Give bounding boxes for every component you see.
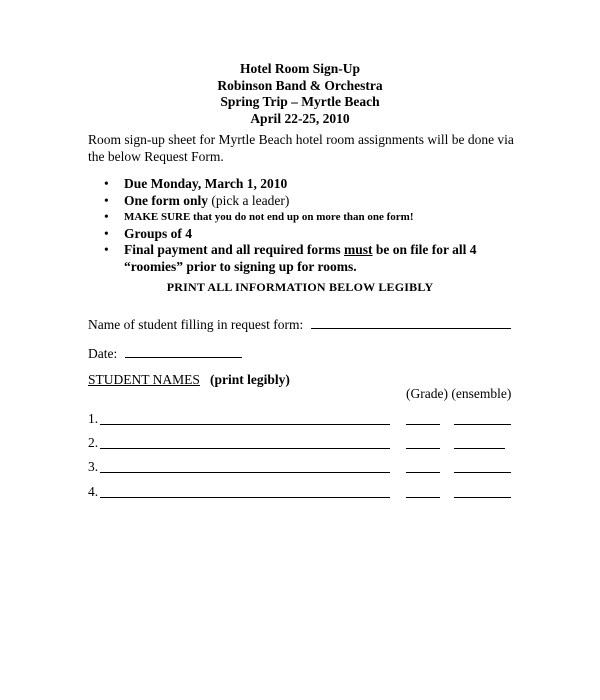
header-trip: Spring Trip – Myrtle Beach xyxy=(220,94,380,109)
requirements-list xyxy=(104,176,524,275)
date-label: Date: xyxy=(88,346,118,361)
column-headers xyxy=(406,386,511,402)
name-line[interactable] xyxy=(100,472,390,473)
grade-column-header: (Grade) xyxy=(406,386,448,401)
date-field xyxy=(88,345,242,362)
print-instruction-heading: PRINT ALL INFORMATION BELOW LEGIBLY xyxy=(166,280,434,294)
grade-line[interactable] xyxy=(406,448,440,449)
row-number: 1. xyxy=(88,411,99,426)
print-legibly-note: (print legibly) xyxy=(210,372,290,387)
name-line[interactable] xyxy=(100,448,390,449)
name-line[interactable] xyxy=(100,424,390,425)
table-row xyxy=(88,484,518,502)
bullet-icon: • xyxy=(104,242,109,257)
header-organization: Robinson Band & Orchestra xyxy=(217,77,383,93)
list-item xyxy=(104,209,524,226)
form-header xyxy=(0,61,600,127)
bullet-icon: • xyxy=(104,209,109,224)
row-number: 2. xyxy=(88,435,99,450)
student-names-title: STUDENT NAMES xyxy=(88,372,200,387)
grade-line[interactable] xyxy=(406,424,440,425)
must-text: must xyxy=(344,242,373,257)
grade-line[interactable] xyxy=(406,497,440,498)
table-row xyxy=(88,459,518,477)
student-name-line[interactable] xyxy=(311,316,511,329)
table-row xyxy=(88,411,518,429)
row-number: 4. xyxy=(88,484,99,499)
ensemble-line[interactable] xyxy=(454,497,511,498)
list-item xyxy=(104,242,524,275)
final-payment-rest-text: be on file for all 4 “roomies” prior to signing up for rooms. xyxy=(124,242,477,274)
header-title: Hotel Room Sign-Up xyxy=(239,61,360,76)
bullet-icon: • xyxy=(104,192,109,208)
pick-leader-text: (pick a leader) xyxy=(211,192,290,208)
intro-paragraph: Room sign-up sheet for Myrtle Beach hotel room assignments will be done via the below Request Form. xyxy=(88,132,514,164)
student-name-label: Name of student filling in request form: xyxy=(88,317,304,332)
groups-text: Groups of 4 xyxy=(124,225,193,241)
ensemble-line[interactable] xyxy=(454,448,505,449)
final-payment-text: Final payment and all required forms xyxy=(124,242,345,257)
make-sure-text: MAKE SURE that you do not end up on more than one form! xyxy=(124,211,414,223)
list-item xyxy=(104,193,524,210)
list-item xyxy=(104,226,524,243)
grade-line[interactable] xyxy=(406,472,440,473)
student-names-heading xyxy=(88,372,290,388)
ensemble-line[interactable] xyxy=(454,472,511,473)
table-row xyxy=(88,435,518,453)
ensemble-line[interactable] xyxy=(454,424,511,425)
header-dates: April 22-25, 2010 xyxy=(250,110,350,126)
list-item xyxy=(104,176,524,193)
bullet-icon: • xyxy=(104,176,109,191)
name-line[interactable] xyxy=(100,497,390,498)
row-number: 3. xyxy=(88,459,99,474)
date-line[interactable] xyxy=(125,345,242,358)
ensemble-column-header: (ensemble) xyxy=(451,386,512,401)
student-name-field xyxy=(88,316,511,333)
bullet-icon: • xyxy=(104,225,109,241)
due-date-text: Due Monday, March 1, 2010 xyxy=(124,176,288,191)
one-form-text: One form only xyxy=(124,192,208,208)
